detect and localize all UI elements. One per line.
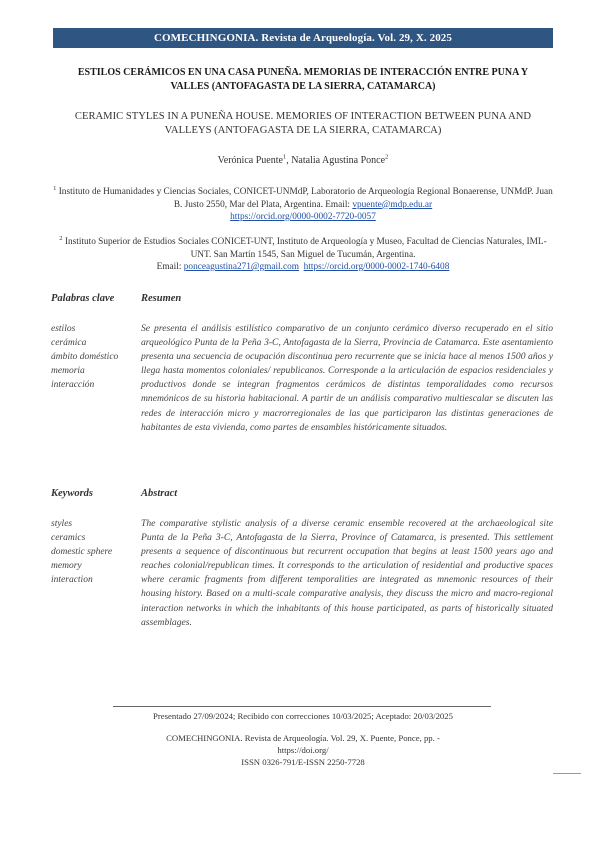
- affiliation-marker: 1: [53, 184, 57, 192]
- keyword-item: interacción: [51, 380, 95, 390]
- keyword-item: memoria: [51, 366, 85, 376]
- abstract-text-spanish: Se presenta el análisis estilístico comparativo de un conjunto cerámico diverso recuperado en el sitio arqueológico Punta de la Peña 3-C, Antofagasta de la Sierra, Provincia de Catamarca. Este asentamiento presenta una secuencia de ocupación discontinua pero recurrente que se inicia hace al menos 1500 años y llega hasta momentos coloniales/ republicanos. Corresponde a la articulación de espacios residenciales y productivos donde se integran fragmentos cerámicos de distintas temporalidades como recursos mnemónicos de su historia habitacional. A partir de un análisis comparativo multiescalar se discuten las redes de interacción micro y macrorregionales de las que participaron las distintas generaciones de habitantes de esta vivienda, como partes de ensambles históricamente situados.: [141, 323, 553, 433]
- email-label: Email:: [156, 262, 184, 272]
- affiliation-1: [50, 186, 556, 224]
- abstract-text-english: The comparative stylistic analysis of a diverse ceramic ensemble recovered at the archaeological site Punta de la Peña 3-C, Antofagasta de la Sierra, Province of Catamarca, is presented. This settlement presents a sequence of discontinuous but recurrent occupation that begins at least 1500 years ago and reaches colonial/republican times. It corresponds to the articulation of residential and productive spaces where ceramic fragments from different temporalities are integrated as mnemonic resources of their housing history. Based on a multi-scale comparative analysis, they discuss the micro and macro-regional interaction networks in which the inhabitants of this house participated, as parts of historically situated assemblages.: [141, 518, 553, 628]
- keyword-item: memory: [51, 561, 82, 571]
- affiliation-marker: 2: [59, 234, 63, 242]
- author-name: Natalia Agustina Ponce: [291, 155, 386, 166]
- affiliation-marker: 2: [385, 153, 389, 161]
- keywords-heading-spanish: Palabras clave: [51, 293, 115, 304]
- author-separator: ,: [286, 155, 292, 166]
- keyword-item: styles: [51, 519, 73, 529]
- affiliation-text: Instituto Superior de Estudios Sociales CONICET-UNT, Instituto de Arqueología y Museo, Facultad de Ciencias Naturales, IML-UNT. San Martín 1545, San Miguel de Tucumán, Argentina.: [62, 237, 547, 260]
- journal-header-text: COMECHINGONIA. Revista de Arqueología. Vol. 29, X. 2025: [153, 32, 453, 44]
- article-title-spanish: ESTILOS CERÁMICOS EN UNA CASA PUNEÑA. MEMORIAS DE INTERACCIÓN ENTRE PUNA Y VALLES (ANTOFAGASTA DE LA SIERRA, CATAMARCA): [77, 67, 529, 92]
- email-link[interactable]: ponceagustina271@gmail.com: [183, 262, 299, 272]
- affiliation-2: [50, 236, 556, 274]
- abstract-heading-english: Abstract: [141, 488, 178, 499]
- affiliation-marker: 1: [282, 153, 287, 161]
- corner-divider: [553, 773, 581, 774]
- keyword-item: domestic sphere: [51, 547, 113, 557]
- journal-header-bar: [53, 28, 553, 48]
- footer-divider: [113, 706, 491, 707]
- keywords-heading-english: Keywords: [51, 488, 93, 499]
- author-line: [60, 155, 546, 166]
- abstract-heading-spanish: Resumen: [141, 293, 182, 304]
- keyword-item: estilos: [51, 324, 76, 334]
- keyword-item: ceramics: [51, 533, 86, 543]
- affiliation-text: Instituto de Humanidades y Ciencias Sociales, CONICET-UNMdP, Laboratorio de Arqueología Regional Bonaerense, UNMdP. Juan B. Justo 2550, Mar del Plata, Argentina. Email:: [56, 187, 553, 210]
- keywords-list-english: [51, 517, 136, 587]
- citation-line: COMECHINGONIA. Revista de Arqueología. Vol. 29, X. Puente, Ponce, pp. -: [166, 733, 440, 743]
- keyword-item: cerámica: [51, 338, 87, 348]
- submission-dates: Presentado 27/09/2024; Recibido con correcciones 10/03/2025; Aceptado: 20/03/2025: [153, 711, 453, 721]
- keyword-item: interaction: [51, 575, 93, 585]
- email-link[interactable]: vpuente@mdp.edu.ar: [352, 199, 433, 210]
- doi-line: https://doi.org/: [277, 745, 329, 755]
- article-title-english: CERAMIC STYLES IN A PUNEÑA HOUSE. MEMORIES OF INTERACTION BETWEEN PUNA AND VALLEYS (ANTOFAGASTA DE LA SIERRA, CATAMARCA): [74, 111, 532, 136]
- issn-line: ISSN 0326-791/E-ISSN 2250-7728: [241, 757, 365, 767]
- keyword-item: ámbito doméstico: [51, 352, 119, 362]
- orcid-link[interactable]: https://orcid.org/0000-0002-7720-0057: [230, 212, 376, 222]
- keywords-list-spanish: [51, 322, 136, 392]
- orcid-link[interactable]: https://orcid.org/0000-0002-1740-6408: [303, 262, 450, 272]
- author-name: Verónica Puente: [217, 155, 283, 166]
